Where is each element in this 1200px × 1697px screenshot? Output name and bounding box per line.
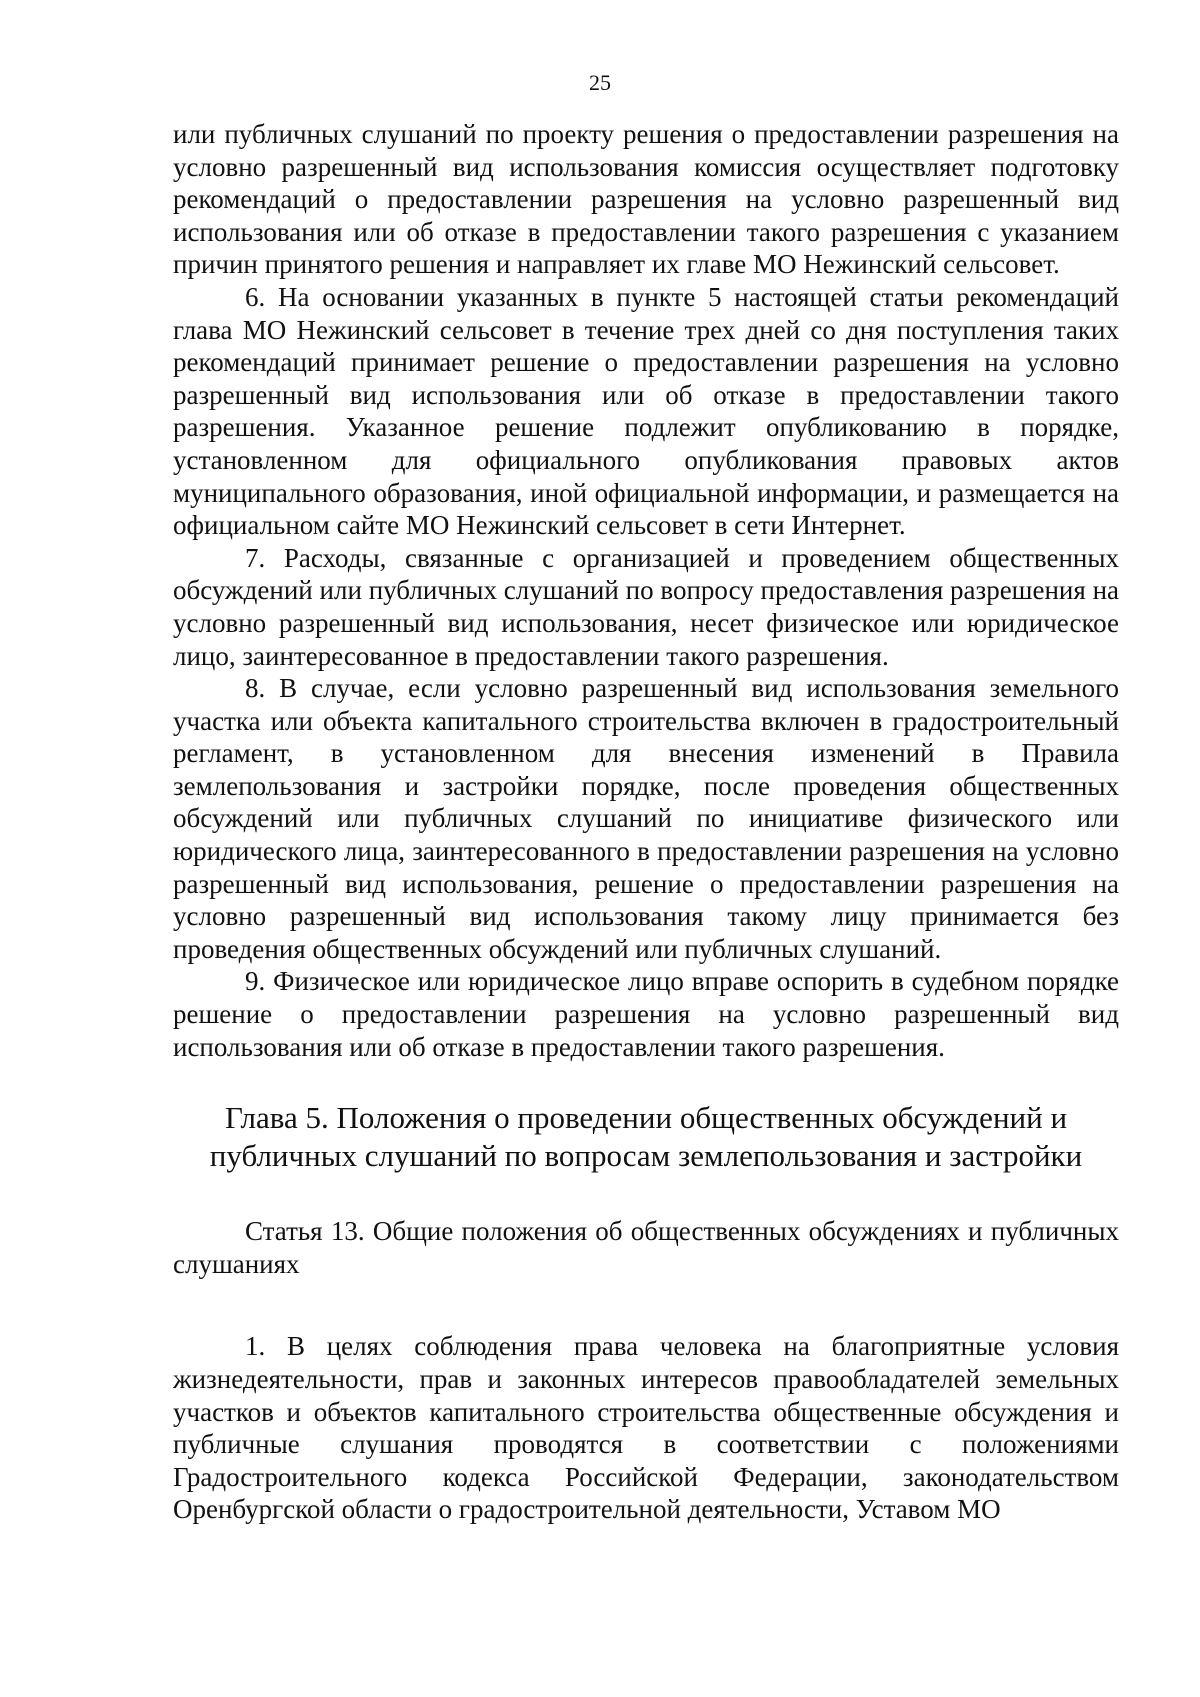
- chapter-title: [173, 1099, 1119, 1175]
- paragraph-6: 6. На основании указанных в пункте 5 настоящей статьи рекомендаций глава МО Нежинский сельсовет в течение трех дней со дня поступления таких рекомендаций принимает решение о предоставлении разрешения на условно разрешенный вид использования или об отказе в предоставлении такого разрешения. Указанное решение подлежит опубликованию в порядке, установленном для официального опубликования правовых актов муниципального образования, иной официальной информации, и размещается на официальном сайте МО Нежинский сельсовет в сети Интернет.: [173, 281, 1119, 541]
- page-number: 25: [589, 70, 611, 95]
- paragraph-continuation: или публичных слушаний по проекту решения о предоставлении разрешения на условно разрешенный вид использования комиссия осуществляет подготовку рекомендаций о предоставлении разрешения на условно разрешенный вид использования или об отказе в предоставлении такого разрешения с указанием причин принятого решения и направляет их главе МО Нежинский сельсовет.: [173, 119, 1119, 280]
- document-body: [173, 118, 1119, 1526]
- article-13-paragraph-1: 1. В целях соблюдения права человека на благоприятные условия жизнедеятельности, прав и законных интересов правообладателей земельных участков и объектов капитального строительства общественные обсуждения и публичные слушания проводятся в соответствии с положениями Градостроительного кодекса Российской Федерации, законодательством Оренбургской области о градостроительной деятельности, Уставом МО: [173, 1331, 1119, 1525]
- article-title: Статья 13. Общие положения об общественных обсуждениях и публичных слушаниях: [173, 1216, 1119, 1279]
- paragraph-7: 7. Расходы, связанные с организацией и проведением общественных обсуждений или публичных слушаний по вопросу предоставления разрешения на условно разрешенный вид использования, несет физическое или юридическое лицо, заинтересованное в предоставлении такого разрешения.: [173, 542, 1119, 671]
- paragraph-9: 9. Физическое или юридическое лицо вправе оспорить в судебном порядке решение о предоставлении разрешения на условно разрешенный вид использования или об отказе в предоставлении такого разрешения.: [173, 966, 1119, 1062]
- paragraph-8: 8. В случае, если условно разрешенный вид использования земельного участка или объекта капитального строительства включен в градостроительный регламент, в установленном для внесения изменений в Правила землепользования и застройки порядке, после проведения общественных обсуждений или публичных слушаний по инициативе физического или юридического лица, заинтересованного в предоставлении разрешения на условно разрешенный вид использования, решение о предоставлении разрешения на условно разрешенный вид использования такому лицу принимается без проведения общественных обсуждений или публичных слушаний.: [173, 673, 1119, 964]
- chapter-title-line-2: публичных слушаний по вопросам землепользования и застройки: [209, 1138, 1083, 1174]
- chapter-title-line-1: Глава 5. Положения о проведении общественных обсуждений и: [224, 1100, 1068, 1136]
